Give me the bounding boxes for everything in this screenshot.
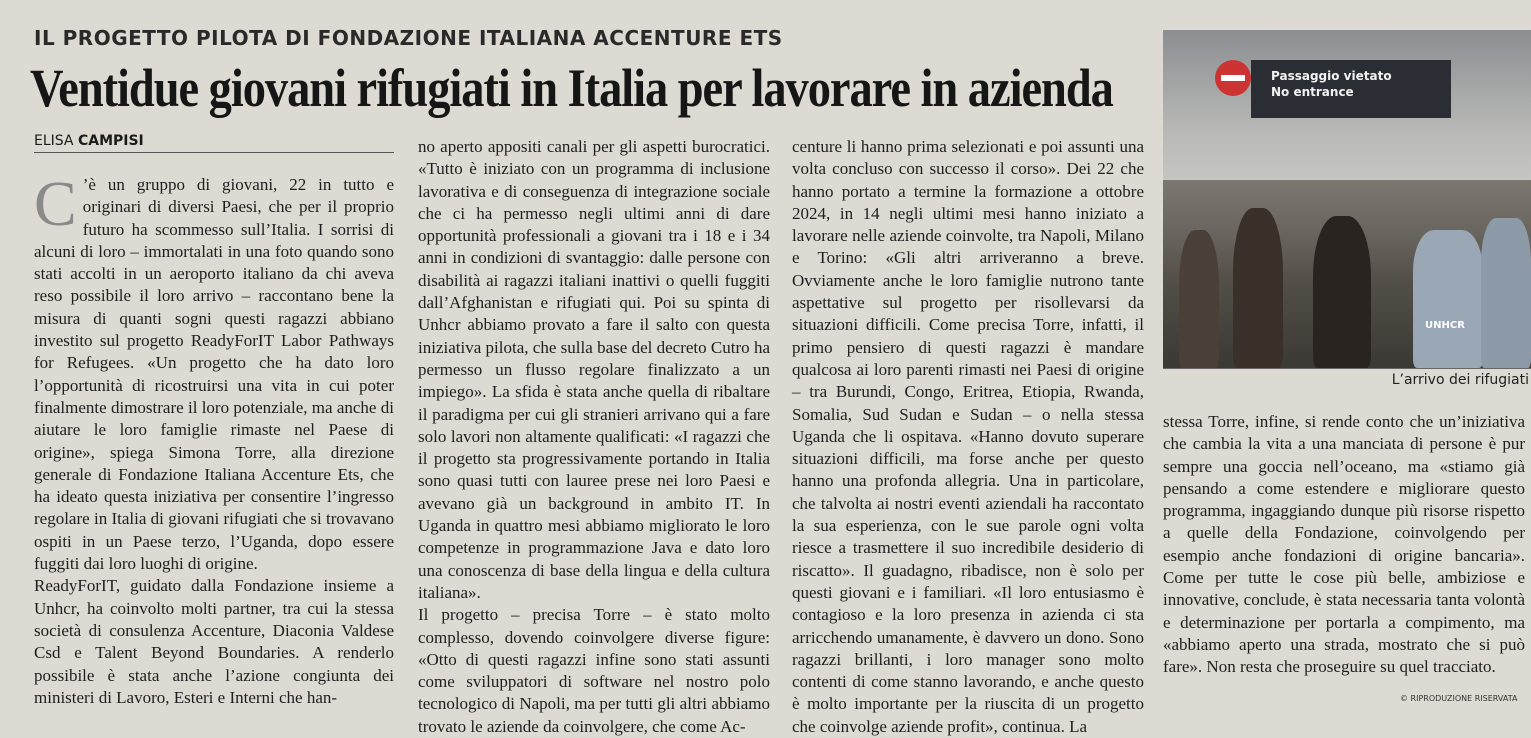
vest-label: UNHCR bbox=[1425, 320, 1465, 331]
article-column-2 bbox=[418, 136, 770, 738]
sign-line-english: No entrance bbox=[1271, 85, 1354, 99]
paragraph-text: ’è un gruppo di giovani, 22 in tutto e originari di diversi Paesi, che per il proprio futuro ha scommesso sull’Italia. I sorrisi di alcuni di loro – immortalati in una foto quando sono stati accolti in un aeroporto italiano da chi aveva reso possibile il loro arrivo – raccontano bene la misura di quanti sogni questi ragazzi abbiano investito sul progetto ReadyForIT Labor Pathways for Refugees. «Un progetto che ha dato loro l’opportunità di ricostruirsi una vita in cui poter finalmente dimostrare il loro potenziale, ma anche di aiutare le loro famiglie rimaste nel Paese di origine», spiega Simona Torre, alla direzione generale di Fondazione Italiana Accenture Ets, che ha ideato questa iniziativa per consentire l’ingresso regolare in Italia di giovani rifugiati che si trovavano ospiti in un Paese terzo, l’Uganda, dopo essere fuggiti dai loro luoghi di origine. bbox=[34, 175, 394, 574]
copyright-notice: © RIPRODUZIONE RISERVATA bbox=[1400, 694, 1518, 703]
unhcr-vest-figure bbox=[1481, 218, 1531, 368]
article-paragraph bbox=[34, 168, 394, 575]
byline bbox=[34, 133, 394, 153]
article-photo bbox=[1163, 30, 1531, 369]
article-paragraph: Il progetto – precisa Torre – è stato molto complesso, dovendo coinvolgere diverse figure: «Otto di questi ragazzi infine sono stati assunti come sviluppatori di software nel nostro polo tecnologico di Napoli, ma per tutti gli altri abbiamo trovato le aziende da coinvolgere, che come Ac- bbox=[418, 605, 770, 736]
photo-caption: L’arrivo dei rifugiati bbox=[1391, 372, 1529, 388]
article-paragraph: ReadyForIT, guidato dalla Fondazione insieme a Unhcr, ha coinvolto molti partner, tra cui la stessa società di consulenza Accenture, Diaconia Valdese Csd e Talent Beyond Boundaries. A renderlo possibile è stata anche l’azione congiunta dei ministeri di Lavoro, Esteri e Interni che han- bbox=[34, 576, 394, 707]
article-paragraph: centure li hanno prima selezionati e poi assunti una volta concluso con successo il corso». Dei 22 che hanno portato a termine la formazione a ottobre 2024, in 14 negli ultimi mesi hanno iniziato a lavorare nelle aziende coinvolte, tra Napoli, Milano e Torino: «Gli altri arriveranno a breve. Ovviamente anche le loro famiglie nutrono tante aspettative sul progetto per risollevarsi da situazioni difficili. Come precisa Torre, infatti, il primo pensiero di questi ragazzi è mandare qualcosa ai loro parenti rimasti nei Paesi di origine – tra Burundi, Congo, Eritrea, Etiopia, Rwanda, Somalia, Sud Sudan e Sudan – o nella stessa Uganda che li ospitava. «Hanno dovuto superare situazioni difficili, ma forse anche per questo hanno una profonda allegria. Una in particolare, che talvolta ai nostri eventi aziendali ha raccontato la sua esperienza, con le sue parole ogni volta riesce a trasmettere il suo incredibile desiderio di riscatto». Il guadagno, ribadisce, non è solo per questi giovani e i familiari. «Il loro entusiasmo è contagioso e la loro presenza in azienda ci sta arricchendo umanamente, è davvero un dono. Sono ragazzi brillanti, i loro manager sono molto contenti di come stanno lavorando, e anche questo è molto importante per la riuscita di un progetto che coinvolge aziende profit», continua. La bbox=[792, 137, 1144, 736]
drop-cap: C bbox=[34, 168, 77, 239]
article-column-4 bbox=[1163, 411, 1525, 679]
article-kicker: IL PROGETTO PILOTA DI FONDAZIONE ITALIANA ACCENTURE ETS bbox=[34, 26, 783, 50]
byline-last-name: CAMPISI bbox=[77, 133, 144, 149]
unhcr-vest-figure bbox=[1413, 230, 1483, 368]
article-paragraph: stessa Torre, infine, si rende conto che un’iniziativa che cambia la vita a una manciata di persone è pur sempre una goccia nell’oceano, ma «stiamo già pensando a come estendere e migliorare questo programma, ingaggiando dunque più risorse rispetto a quelle della Fondazione, coinvolgendo per esempio anche fondazioni di origine bancaria». Come per tutte le cose più belle, ambiziose e innovative, conclude, è stata necessaria tanta volontà e determinazione per portarla a compimento, ma «abbiamo aperto una strada, mostrato che si può fare». Non resta che proseguire su quel tracciato. bbox=[1163, 412, 1525, 677]
person-figure bbox=[1233, 208, 1283, 368]
byline-first-name: ELISA bbox=[34, 133, 74, 149]
article-paragraph: no aperto appositi canali per gli aspetti burocratici. «Tutto è iniziato con un programma di inclusione lavorativa e di conseguenza di integrazione sociale che ci ha permesso negli ultimi anni di dare opportunità professionali a giovani tra i 18 e i 34 anni in condizioni di svantaggio: dalle persone con disabilità ai ragazzi italiani inattivi o quelli fuggiti dall’Afghanistan e rifugiati qui. Poi su spinta di Unhcr abbiamo provato a fare il salto con questa iniziativa pilota, che sulla base del decreto Cutro ha permesso un flusso regolare finalizzato a un impiego». La sfida è stata anche quella di ribaltare il paradigma per cui gli stranieri arrivano qui a fare solo lavori non altamente qualificati: «I ragazzi che il progetto sta progressivamente portando in Italia sono quasi tutti con lauree prese nei loro Paesi e avevano già un background in ambito IT. In Uganda in quattro mesi abbiamo migliorato le loro competenze in programmazione Java e dato loro una conoscenza di base della lingua e della cultura italiana». bbox=[418, 137, 770, 602]
article-headline: Ventidue giovani rifugiati in Italia per lavorare in azienda bbox=[30, 58, 1113, 118]
sign-text bbox=[1271, 68, 1392, 100]
article-column-1 bbox=[34, 168, 394, 709]
article-column-3 bbox=[792, 136, 1144, 738]
no-entry-icon bbox=[1215, 60, 1251, 96]
person-figure bbox=[1313, 216, 1371, 368]
person-figure bbox=[1179, 230, 1219, 368]
sign-line-italian: Passaggio vietato bbox=[1271, 69, 1392, 83]
